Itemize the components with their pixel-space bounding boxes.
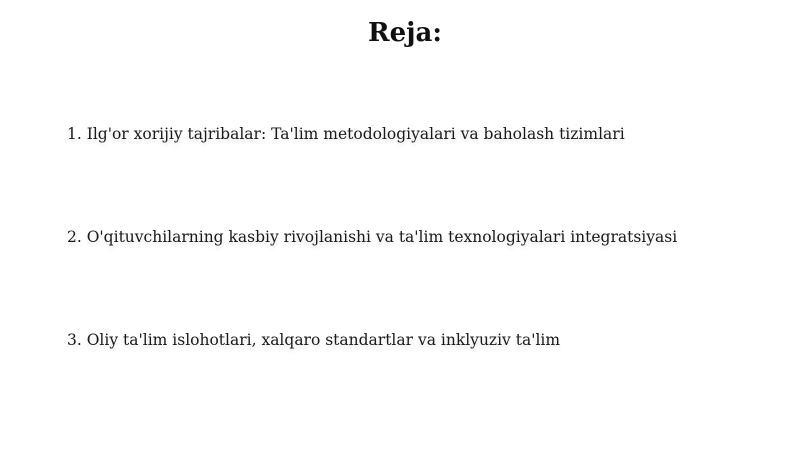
plan-item-2: 2. O'qituvchilarning kasbiy rivojlanishi va ta'lim texnologiyalari integratsiyasi — [67, 228, 678, 246]
plan-item-1: 1. Ilg'or xorijiy tajribalar: Ta'lim metodologiyalari va baholash tizimlari — [67, 125, 625, 143]
slide-title: Reja: — [367, 18, 442, 48]
plan-item-3: 3. Oliy ta'lim islohotlari, xalqaro standartlar va inklyuziv ta'lim — [67, 331, 561, 349]
